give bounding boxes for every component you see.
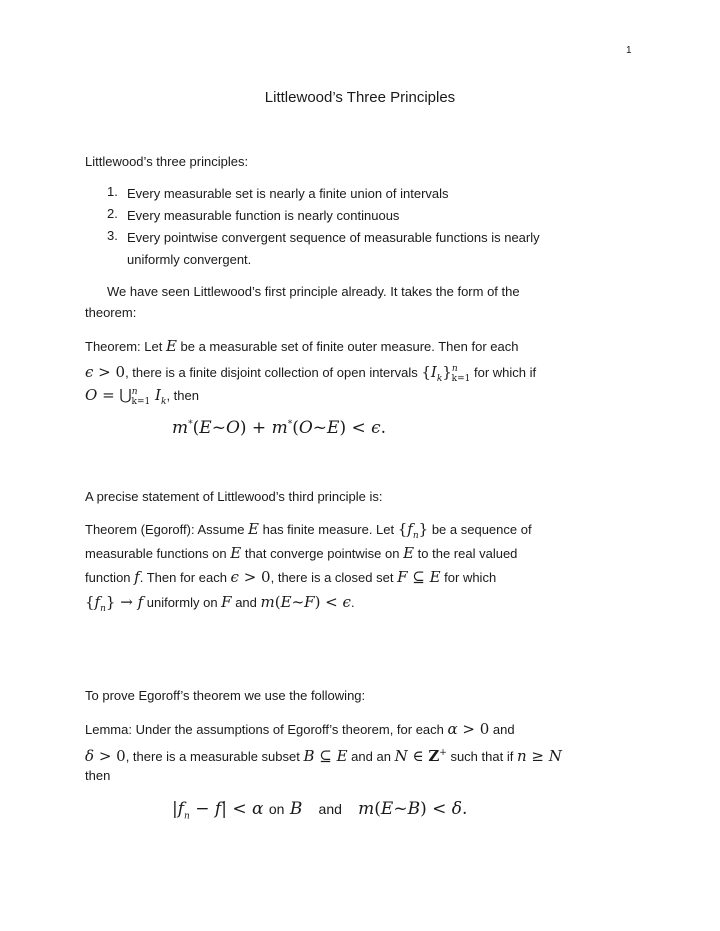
- list-item-continuation: uniformly convergent.: [127, 252, 252, 267]
- paragraph-line: To prove Egoroff’s theorem we use the following:: [85, 688, 366, 703]
- list-item-number: 2.: [107, 206, 118, 221]
- theorem-line: O = ⋃$^n_{k=1}$ $I_k$, then: [85, 386, 199, 407]
- theorem-line: $\{f_n\} \to f$ uniformly on F and m(E~F) < ϵ.: [85, 593, 355, 614]
- theorem-line: measurable functions on E that converge pointwise on E to the real valued: [85, 544, 518, 562]
- theorem-line: ϵ > 0, there is a finite disjoint collection of open intervals $\{I_k\}^n_{k=1}$ for which if: [85, 363, 537, 384]
- display-equation: $|f_n - f| < \alpha$ on B and m(E~B) < δ.: [172, 799, 468, 822]
- list-item-number: 3.: [107, 228, 118, 243]
- list-item: [0, 206, 720, 226]
- page-number: 1: [626, 45, 632, 56]
- page-title: Littlewood’s Three Principles: [264, 89, 456, 106]
- list-item-text: Every measurable set is nearly a finite union of intervals: [127, 186, 449, 201]
- principles-intro: Littlewood’s three principles:: [85, 154, 249, 169]
- list-item-text: Every measurable function is nearly continuous: [127, 208, 400, 223]
- lemma-line: Lemma: Under the assumptions of Egoroff’s theorem, for each α > 0 and: [85, 720, 515, 738]
- list-item-number: 1.: [107, 184, 118, 199]
- paragraph-line: We have seen Littlewood’s first principle already. It takes the form of the: [107, 284, 520, 299]
- theorem-line: function f. Then for each ϵ > 0, there is a closed set F ⊆ E for which: [85, 568, 497, 586]
- theorem-line: Theorem (Egoroff): Assume E has finite measure. Let $\{f_n\}$ be a sequence of: [85, 520, 532, 541]
- paragraph-line: A precise statement of Littlewood’s third principle is:: [85, 489, 383, 504]
- display-equation: m*(E~O) + m*(O~E) < ϵ.: [172, 418, 387, 438]
- list-item: [0, 184, 720, 204]
- list-item-text: Every pointwise convergent sequence of measurable functions is nearly: [127, 230, 540, 245]
- lemma-line: then: [85, 768, 111, 783]
- theorem-line: Theorem: Let E be a measurable set of finite outer measure. Then for each: [85, 337, 519, 355]
- list-item: [0, 228, 720, 270]
- paragraph-line: theorem:: [85, 305, 137, 320]
- lemma-line: δ > 0, there is a measurable subset B ⊆ E and an N ∈ Z+ such that if n ≥ N: [85, 747, 562, 765]
